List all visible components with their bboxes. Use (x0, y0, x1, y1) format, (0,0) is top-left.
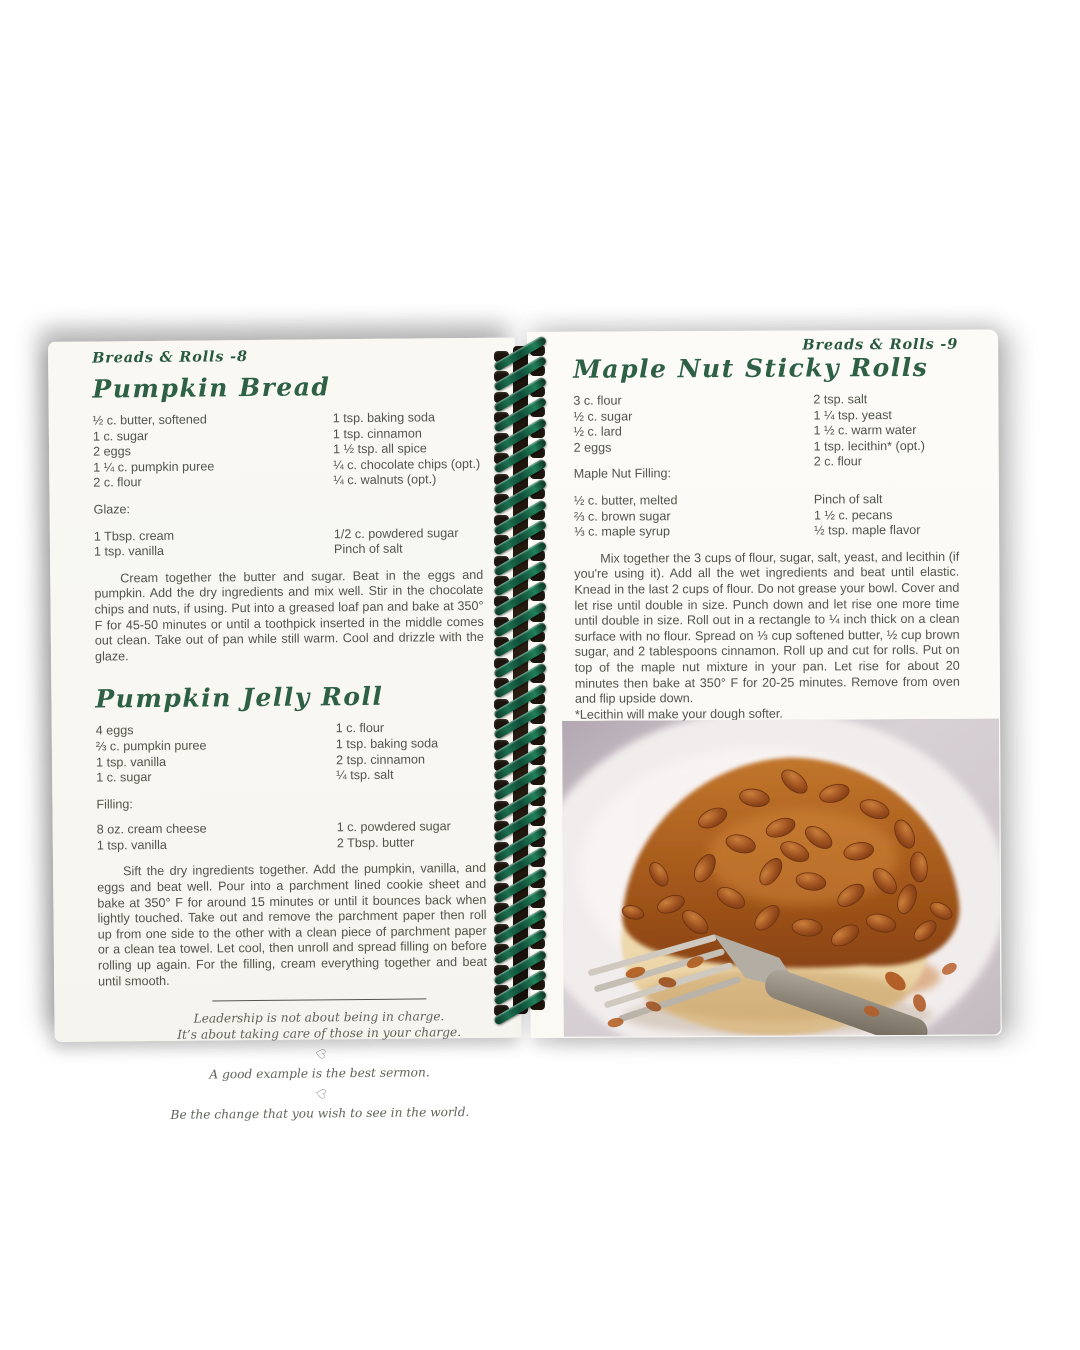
sticky-rolls-ingredients (573, 392, 958, 483)
ingredient-line: 1 tsp. vanilla (96, 837, 167, 853)
ingredient-line: ¼ tsp. salt (336, 767, 394, 783)
ingredient-line: ½ tsp. maple flavor (814, 523, 921, 538)
ingredient-line: 1 ¼ tsp. yeast (813, 407, 892, 423)
spiral-binding (486, 344, 562, 1020)
maple-nut-filling-label: Maple Nut Filling: (573, 466, 672, 482)
ingredient-line: 2 eggs (92, 444, 131, 459)
ingredient-line: Pinch of salt (333, 541, 403, 557)
ingredient-line: ⅓ c. maple syrup (574, 524, 670, 539)
quote: A good example is the best sermon. (209, 1065, 430, 1082)
ingredient-line: 1 c. sugar (96, 770, 152, 785)
ingredient-line: 1 c. sugar (92, 428, 149, 444)
ingredient-line: 1/2 c. powdered sugar (333, 525, 459, 541)
ingredient-line: 1 Tbsp. cream (93, 528, 175, 544)
ingredient-line: 1 tsp. vanilla (95, 754, 167, 770)
ingredient-line: ½ c. lard (573, 424, 622, 439)
ingredient-line: Pinch of salt (813, 492, 883, 507)
heart-flourish-icon: ♡ (311, 1086, 329, 1101)
ingredient-line: ⅔ c. pumpkin puree (95, 738, 207, 754)
ingredient-line: 1 ½ c. pecans (813, 507, 893, 523)
ingredient-line: 1 ½ tsp. all spice (332, 441, 427, 457)
filling-label: Filling: (96, 796, 133, 812)
ingredient-line: ½ c. sugar (573, 409, 633, 424)
ingredient-line: 2 Tbsp. butter (336, 835, 415, 851)
pumpkin-bread-instructions: Cream together the butter and sugar. Beat in the eggs and pumpkin. Add the dry ingredients and mix well. Stir in the chocolate chips and nuts, if using. Put into a greased loaf pan and bake at 350° F for 45-50 minutes or until a toothpick inserted in the middle comes out clean. Take out of pan while still warm. Cool and drizzle with the glaze. (94, 567, 484, 664)
jelly-roll-instructions: Sift the dry ingredients together. Add the pumpkin, vanilla, and eggs and beat well. Pour into a parchment lined cookie sheet and bake at 350° F for around 15 minutes or until it bounces back when lightly touched. Take out and remove the parchment paper then roll up from one side to the other with a clean piece of parchment paper or a clean tea towel. Let cool, then unroll and spread filling on before rolling up again. For the filling, cream everything together and beat until smooth. (97, 861, 488, 989)
recipe-title-maple-nut-sticky-rolls: Maple Nut Sticky Rolls (573, 352, 929, 384)
ingredient-line: ½ c. butter, melted (573, 493, 678, 508)
ingredient-line: ½ c. butter, softened (92, 412, 207, 428)
quotes-block (124, 998, 514, 1124)
sticky-rolls-instructions: Mix together the 3 cups of flour, sugar, salt, yeast, and lecithin (if you're using it). Add all the wet ingredients and beat until elastic. Knead in the last 2 cups of flour. Do not grease your bowl. Cover and let rise until double in size. Punch down and let rise one more time until double in size. Roll out in a rectangle to ¼ inch thick on a clean surface with no flour. Spread on ⅓ cup softened butter, ½ cup brown sugar, and 2 tablespoons cinnamon. Roll up and cut for rolls. Put on top of the maple nut mixture in your pan. Let rise for about 20 minutes then bake at 350° F for 20-25 minutes. Remove from oven and flip upside down. (574, 549, 960, 706)
ingredient-line: 2 tsp. cinnamon (335, 751, 426, 767)
ingredient-line: ¼ c. chocolate chips (opt.) (333, 456, 481, 473)
ingredient-line: 2 c. flour (93, 475, 142, 490)
page-header-left: Breads & Rolls -8 (92, 348, 248, 367)
glaze-ingredients (94, 525, 483, 560)
ingredient-line: 1 ¼ c. pumpkin puree (93, 459, 215, 475)
ingredient-line: 8 oz. cream cheese (96, 821, 207, 837)
ingredient-line: 2 c. flour (813, 454, 863, 469)
jelly-roll-ingredients (96, 720, 486, 786)
ingredient-line: 1 tsp. lecithin* (opt.) (813, 438, 925, 454)
ingredient-line: 1 tsp. baking soda (335, 736, 439, 752)
recipe-title-pumpkin-bread: Pumpkin Bread (92, 372, 331, 404)
ingredient-line: 1 tsp. baking soda (332, 410, 436, 426)
jelly-roll-filling (97, 819, 486, 854)
ingredient-line: 3 c. flour (573, 393, 622, 408)
right-page (527, 330, 1002, 1038)
ingredient-line: ¼ c. walnuts (opt.) (333, 472, 437, 488)
quote: Be the change that you wish to see in the world. (170, 1105, 470, 1123)
page-header-right: Breads & Rolls -9 (802, 335, 959, 354)
ingredient-line: 1 ½ c. warm water (813, 423, 917, 438)
lecithin-footnote: *Lecithin will make your dough softer. (574, 706, 783, 722)
ingredient-line: ⅔ c. brown sugar (573, 508, 671, 524)
ingredient-line: 2 eggs (573, 440, 612, 455)
quote: Leadership is not about being in charge. It’s about taking care of those in your charge. (177, 1009, 462, 1043)
sticky-rolls-photo (562, 719, 1001, 1037)
heart-flourish-icon: ♡ (311, 1046, 329, 1061)
ingredient-line: 1 tsp. cinnamon (332, 426, 422, 441)
ingredient-line: 1 c. flour (335, 721, 385, 736)
recipe-title-pumpkin-jelly-roll: Pumpkin Jelly Roll (95, 682, 384, 714)
ingredient-line: 4 eggs (95, 723, 134, 738)
ingredient-line: 1 c. powdered sugar (336, 819, 451, 835)
pumpkin-bread-ingredients (93, 410, 483, 492)
left-page (48, 338, 522, 1123)
ingredient-line: 2 tsp. salt (813, 392, 868, 407)
maple-nut-filling-ingredients (574, 492, 959, 541)
ingredient-line: 1 tsp. vanilla (93, 544, 165, 559)
glaze-label: Glaze: (93, 502, 131, 517)
quote-divider (212, 999, 426, 1002)
